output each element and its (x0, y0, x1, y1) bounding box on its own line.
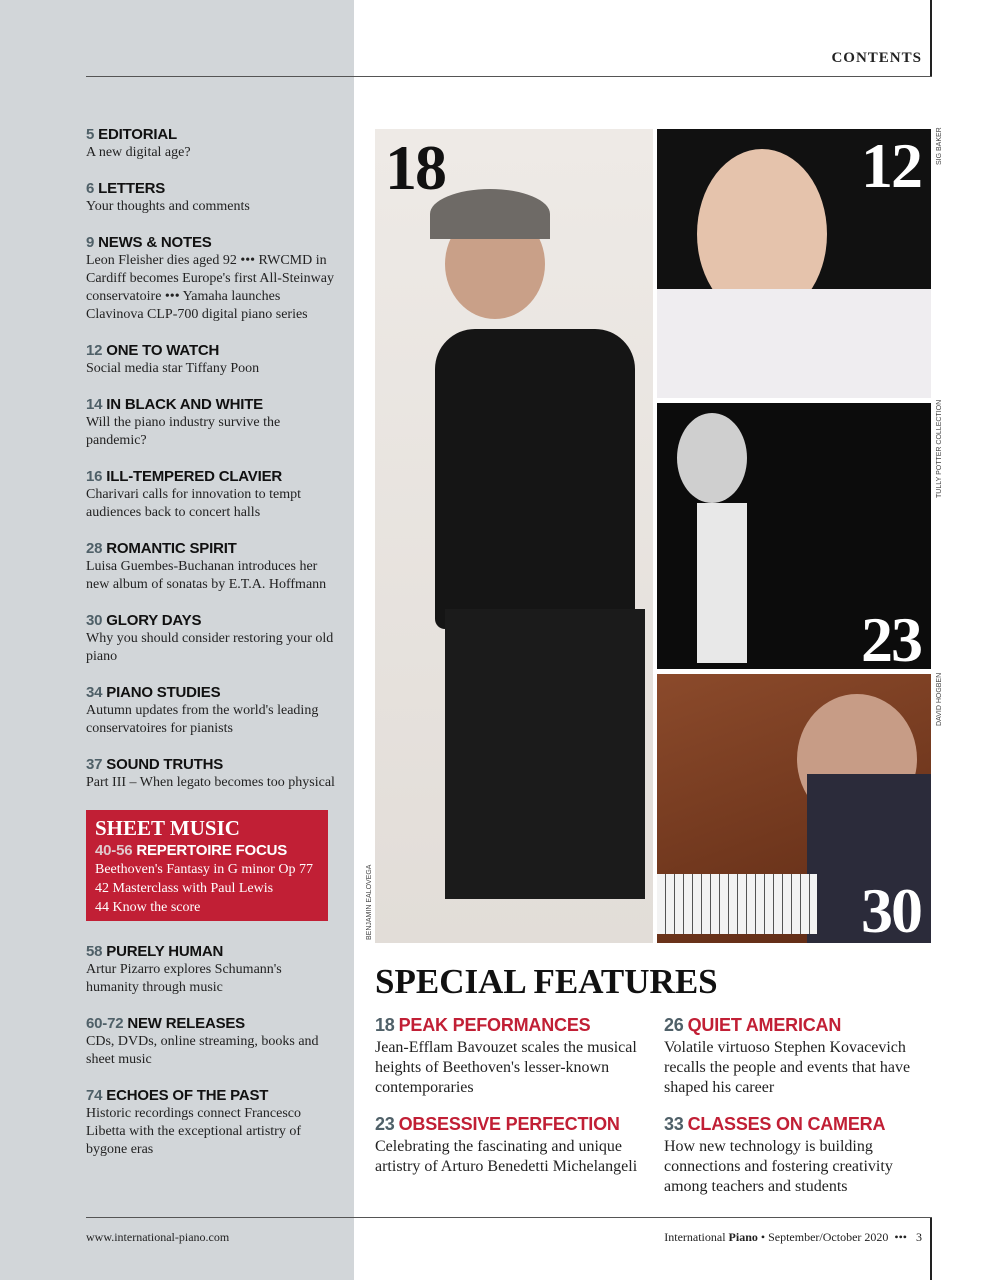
sheet-music-box[interactable]: SHEET MUSIC 40-56 REPERTOIRE FOCUS Beethoven's Fantasy in G minor Op 77 42 Masterclass with Paul Lewis 44 Know the score (86, 810, 328, 921)
photo-credit: SIG BAKER (936, 127, 943, 165)
photo-piano-restoration[interactable]: 30 (657, 674, 931, 943)
toc-item[interactable]: 28 ROMANTIC SPIRIT Luisa Guembes-Buchanan introduces her new album of sonatas by E.T.A. Hoffmann (86, 540, 327, 592)
photo-credit: BENJAMIN EALOVEGA (366, 864, 373, 940)
toc-item[interactable]: 37 SOUND TRUTHS Part III – When legato becomes too physical (86, 756, 335, 790)
toc-item[interactable]: 74 ECHOES OF THE PAST Historic recordings connect Francesco Libetta with the exceptional artistry of bygone eras (86, 1087, 301, 1157)
toc-item[interactable]: 6 LETTERS Your thoughts and comments (86, 180, 250, 214)
section-title: CONTENTS (831, 50, 922, 66)
toc-item[interactable]: 58 PURELY HUMAN Artur Pizarro explores Schumann's humanity through music (86, 943, 282, 995)
divider (930, 1217, 932, 1280)
special-features-heading: SPECIAL FEATURES (375, 962, 718, 1001)
toc-item[interactable]: 12 ONE TO WATCH Social media star Tiffany Poon (86, 342, 260, 376)
footer-rule (86, 1217, 932, 1218)
photo-main[interactable]: 18 (375, 129, 653, 943)
toc-item[interactable]: 14 IN BLACK AND WHITE Will the piano industry survive the pandemic? (86, 396, 281, 448)
toc-item[interactable]: 60-72 NEW RELEASES CDs, DVDs, online streaming, books and sheet music (86, 1015, 319, 1067)
page-number: 3 (916, 1230, 922, 1244)
photo-tiffany-poon[interactable]: 12 (657, 129, 931, 398)
photo-credit: DAVID HOGBEN (936, 672, 943, 726)
feature-item[interactable]: 18 PEAK PEFORMANCES Jean-Efflam Bavouzet scales the musical heights of Beethoven's lesser-known contemporaries (375, 1015, 637, 1096)
header-rule (86, 76, 932, 77)
toc-item[interactable]: 34 PIANO STUDIES Autumn updates from the world's leading conservatoires for pianists (86, 684, 319, 736)
feature-item[interactable]: 33 CLASSES ON CAMERA How new technology is building connections and fostering creativity among teachers and students (664, 1114, 893, 1195)
contents-list (86, 126, 336, 1177)
toc-item[interactable]: 5 EDITORIAL A new digital age? (86, 126, 191, 160)
folio: International Piano • September/October 2020 ••• 3 (664, 1230, 922, 1244)
photo-credit: TULLY POTTER COLLECTION (936, 399, 943, 498)
toc-item[interactable]: 16 ILL-TEMPERED CLAVIER Charivari calls for innovation to tempt audiences back to concert halls (86, 468, 302, 520)
toc-item[interactable]: 9 NEWS & NOTES Leon Fleisher dies aged 92 ••• RWCMD in Cardiff becomes Europe's first All-Steinway conservatoire ••• Yamaha launches Clavinova CLP-700 digital piano series (86, 234, 334, 322)
website-link[interactable]: www.international-piano.com (86, 1230, 230, 1244)
feature-item[interactable]: 26 QUIET AMERICAN Volatile virtuoso Stephen Kovacevich recalls the people and events that have shaped his career (664, 1015, 911, 1096)
divider (930, 0, 932, 77)
feature-item[interactable]: 23 OBSESSIVE PERFECTION Celebrating the fascinating and unique artistry of Arturo Benedetti Michelangeli (375, 1114, 638, 1175)
photo-michelangeli[interactable]: 23 (657, 403, 931, 669)
sheet-music-heading: SHEET MUSIC (95, 816, 240, 840)
toc-item[interactable]: 30 GLORY DAYS Why you should consider restoring your old piano (86, 612, 334, 664)
